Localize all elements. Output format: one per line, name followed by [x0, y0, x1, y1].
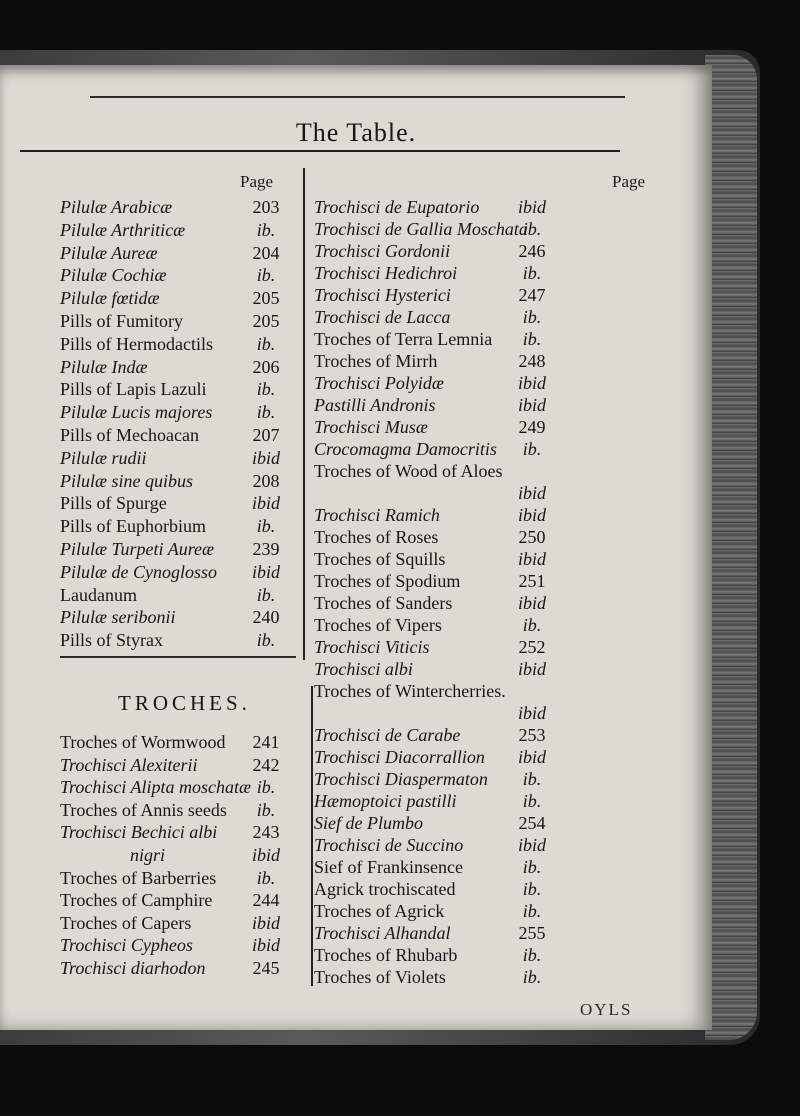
index-entry	[314, 460, 562, 482]
entry-label: Troches of Violets	[314, 967, 446, 987]
left-page-heading: Page	[240, 172, 274, 191]
entry-label: Sief of Frankinsence	[314, 857, 463, 877]
index-entry	[314, 790, 562, 812]
entry-page: ib.	[522, 879, 542, 899]
entry-label: Trochisci de Gallia Moschata	[314, 219, 528, 239]
entry-label: Troches of Barberries	[60, 867, 217, 888]
entry-label: Troches of Capers	[60, 912, 192, 933]
index-entry	[314, 702, 562, 724]
entry-label: Pilulæ Lucis majores	[60, 402, 213, 423]
entry-page: 255	[518, 923, 546, 943]
index-entry	[60, 912, 294, 934]
entry-page: ib.	[522, 945, 542, 965]
entry-page: ib.	[256, 516, 276, 537]
entry-page: ibid	[517, 395, 546, 415]
entry-label: Trochisci Ramich	[314, 505, 440, 525]
index-entry	[314, 350, 562, 372]
entry-label: Pilulæ Cochiæ	[60, 265, 167, 286]
entry-label: Pastilli Andronis	[314, 395, 436, 415]
entry-label: Trochisci Diaspermaton	[314, 769, 488, 789]
entry-page: ib.	[522, 791, 542, 811]
index-entry	[60, 424, 294, 446]
entry-page: 205	[252, 288, 280, 309]
entry-page: ibid	[251, 912, 280, 933]
entry-label: Troches of Wood of Aloes	[314, 461, 503, 481]
index-entry	[60, 606, 294, 628]
index-entry	[314, 306, 562, 328]
entry-page: ibid	[251, 447, 280, 468]
index-entry	[60, 378, 294, 400]
index-entry	[314, 614, 562, 636]
entry-page: 244	[252, 890, 280, 911]
index-entry	[60, 934, 294, 956]
index-entry	[314, 746, 562, 768]
entry-page: ib.	[256, 265, 276, 286]
entry-page: 208	[252, 470, 280, 491]
entry-label: Pilulæ rudii	[60, 447, 147, 468]
index-entry	[60, 310, 294, 332]
index-entry	[314, 328, 562, 350]
entry-label: Pilulæ Arabicæ	[60, 197, 173, 217]
index-entry	[60, 470, 294, 492]
entry-label: Troches of Camphire	[60, 890, 213, 911]
index-entry	[60, 821, 294, 843]
index-entry	[314, 548, 562, 570]
entry-label: Trochisci Alhandal	[314, 923, 451, 943]
index-entry	[60, 844, 294, 866]
entry-page: ibid	[251, 935, 280, 956]
entry-page: 245	[252, 958, 280, 978]
entry-label: Trochisci de Eupatorio	[314, 197, 480, 217]
entry-page: ib.	[522, 967, 542, 987]
index-entry	[60, 356, 294, 378]
entry-page: ibid	[517, 593, 546, 613]
entry-page: 205	[252, 311, 280, 331]
index-entry	[314, 416, 562, 438]
index-entry	[314, 196, 562, 218]
entry-label: Pilulæ Turpeti Aureæ	[60, 539, 215, 559]
index-entry	[314, 570, 562, 592]
index-entry	[60, 799, 294, 821]
entry-page: ib.	[522, 439, 542, 459]
entry-page: ib.	[256, 379, 276, 400]
top-ornament-rule	[90, 96, 625, 98]
entry-label: Troches of Wintercherries.	[314, 681, 506, 701]
entry-page: 247	[518, 285, 546, 305]
troches-heading: TROCHES.	[118, 691, 251, 715]
index-entry	[60, 401, 294, 423]
entry-page: ib.	[256, 584, 276, 605]
entry-page: ibid	[517, 373, 546, 393]
index-entry	[314, 768, 562, 790]
entry-label: Trochisci Polyidæ	[314, 373, 444, 393]
entry-label: Pilulæ Aureæ	[60, 242, 158, 263]
entry-label: Pilulæ Arthriticæ	[60, 219, 186, 240]
entry-label: Trochisci de Succino	[314, 835, 464, 855]
index-entry	[314, 218, 562, 240]
entry-page: ib.	[522, 901, 542, 921]
index-entry	[60, 867, 294, 889]
entry-label: Trochisci diarhodon	[60, 958, 206, 978]
entry-page: ibid	[517, 549, 546, 569]
entry-label: nigri	[130, 845, 166, 865]
index-entry	[314, 526, 562, 548]
index-entry	[314, 372, 562, 394]
entry-page: ibid	[251, 845, 280, 865]
index-entry	[314, 856, 562, 878]
index-entry	[314, 966, 562, 988]
entry-label: Pilulæ Indæ	[60, 356, 148, 377]
entry-label: Laudanum	[60, 584, 137, 605]
index-entry	[60, 333, 294, 355]
entry-page: 243	[252, 822, 280, 843]
index-entry	[314, 834, 562, 856]
index-entry	[60, 584, 294, 606]
entry-page: ib.	[256, 867, 276, 888]
entry-label: Trochisci Cypheos	[60, 935, 193, 956]
entry-label: Trochisci albi	[314, 659, 413, 679]
index-entry	[314, 394, 562, 416]
index-entry	[60, 515, 294, 537]
entry-label: Pills of Fumitory	[60, 311, 184, 331]
entry-page: ibid	[517, 747, 546, 767]
entry-label: Trochisci Gordonii	[314, 241, 451, 261]
index-entry	[60, 731, 294, 753]
entry-label: Pills of Hermodactils	[60, 333, 213, 354]
entry-page: ibid	[517, 659, 546, 679]
entry-page: ib.	[522, 219, 542, 239]
header-rule	[20, 150, 620, 152]
entry-page: ibid	[251, 493, 280, 514]
entry-label: Trochisci Hedichroi	[314, 263, 458, 283]
entry-page: 254	[518, 813, 546, 833]
catchword: OYLS	[580, 1000, 633, 1019]
index-entry	[314, 680, 562, 702]
index-entry	[60, 776, 294, 798]
entry-page: 239	[252, 539, 280, 559]
entry-label: Trochisci Viticis	[314, 637, 430, 657]
index-entry	[314, 636, 562, 658]
index-entry	[314, 438, 562, 460]
entry-page: ibid	[251, 561, 280, 582]
index-entry	[60, 242, 294, 264]
entry-label: Troches of Spodium	[314, 571, 461, 591]
entry-label: Troches of Agrick	[314, 901, 445, 921]
column-divider	[303, 168, 305, 660]
entry-page: ib.	[256, 402, 276, 423]
entry-label: Troches of Wormwood	[60, 732, 226, 752]
section-divider	[60, 656, 296, 658]
entry-page: 248	[518, 351, 546, 371]
index-entry	[314, 900, 562, 922]
entry-label: Pilulæ de Cynoglosso	[60, 561, 217, 582]
entry-page: ibid	[517, 505, 546, 525]
index-entry	[60, 264, 294, 286]
entry-label: Sief de Plumbo	[314, 813, 423, 833]
index-entry	[60, 287, 294, 309]
entry-label: Troches of Annis seeds	[60, 799, 227, 820]
index-entry	[60, 447, 294, 469]
entry-page: ib.	[522, 615, 542, 635]
entry-label: Hæmoptoici pastilli	[314, 791, 457, 811]
index-entry	[314, 724, 562, 746]
entry-label: Trochisci Alexiterii	[60, 754, 198, 775]
entry-label: Troches of Mirrh	[314, 351, 438, 371]
entry-label: Trochisci Bechici albi	[60, 822, 218, 843]
entry-label: Pills of Euphorbium	[60, 516, 207, 537]
entry-label: Pilulæ seribonii	[60, 607, 176, 628]
entry-page: 207	[252, 425, 280, 445]
entry-page: ib.	[256, 777, 276, 798]
index-entry	[314, 592, 562, 614]
entry-label: Pills of Spurge	[60, 493, 167, 514]
index-entry	[60, 889, 294, 911]
entry-label: Pilulæ sine quibus	[60, 470, 194, 491]
index-entry	[314, 284, 562, 306]
index-entry	[314, 482, 562, 504]
entry-label: Troches of Terra Lemnia	[314, 329, 493, 349]
index-entry	[314, 504, 562, 526]
entry-page: 246	[518, 241, 546, 261]
index-entry	[60, 219, 294, 241]
entry-page: 242	[252, 754, 280, 775]
entry-page: 249	[518, 417, 546, 437]
entry-label: Trochisci Musæ	[314, 417, 428, 437]
entry-label: Troches of Squills	[314, 549, 446, 569]
index-entry	[60, 196, 294, 218]
page-edges	[705, 55, 757, 1040]
right-page-heading: Page	[612, 172, 646, 191]
entry-label: Troches of Rhubarb	[314, 945, 458, 965]
index-entry	[60, 957, 294, 979]
index-entry	[314, 240, 562, 262]
entry-page: ibid	[517, 483, 546, 503]
index-entry	[314, 812, 562, 834]
index-entry	[314, 658, 562, 680]
entry-page: ib.	[256, 799, 276, 820]
entry-page: ib.	[256, 630, 276, 651]
entry-label: Pills of Lapis Lazuli	[60, 379, 207, 400]
entry-page: ibid	[517, 703, 546, 723]
entry-label: Agrick trochiscated	[314, 879, 456, 899]
entry-label: Crocomagma Damocritis	[314, 439, 497, 459]
entry-label: Trochisci Diacorrallion	[314, 747, 485, 767]
index-entry	[314, 262, 562, 284]
entry-label: Trochisci Hysterici	[314, 285, 451, 305]
entry-label: Pilulæ fœtidæ	[60, 288, 160, 309]
index-entry	[314, 878, 562, 900]
entry-page: 250	[518, 527, 546, 547]
page-title: The Table.	[295, 118, 417, 147]
index-entry	[314, 922, 562, 944]
entry-label: Trochisci de Lacca	[314, 307, 451, 327]
entry-label: Pills of Styrax	[60, 630, 164, 651]
index-entry	[60, 538, 294, 560]
entry-page: ib.	[256, 333, 276, 354]
entry-page: ibid	[517, 197, 546, 217]
index-entry	[314, 944, 562, 966]
entry-page: 240	[252, 607, 280, 628]
entry-label: Trochisci Alipta moschatæ	[60, 777, 252, 798]
entry-page: 253	[518, 725, 546, 745]
entry-label: Pills of Mechoacan	[60, 425, 199, 445]
entry-page: ib.	[256, 219, 276, 240]
index-entry	[60, 629, 294, 651]
index-entry	[60, 561, 294, 583]
entry-page: ib.	[522, 769, 542, 789]
entry-page: ib.	[522, 857, 542, 877]
entry-page: 204	[252, 242, 280, 263]
entry-page: ib.	[522, 263, 542, 283]
entry-page: ib.	[522, 307, 542, 327]
entry-label: Trochisci de Carabe	[314, 725, 461, 745]
index-entry	[60, 492, 294, 514]
entry-label: Troches of Sanders	[314, 593, 453, 613]
index-entry	[60, 754, 294, 776]
entry-page: ibid	[517, 835, 546, 855]
entry-page: 206	[252, 356, 280, 377]
entry-page: 241	[252, 732, 280, 752]
entry-label: Troches of Roses	[314, 527, 439, 547]
entry-page: 252	[518, 637, 546, 657]
entry-page: 203	[252, 197, 280, 217]
entry-page: ib.	[522, 329, 542, 349]
column-divider-lower	[311, 686, 313, 986]
entry-label: Troches of Vipers	[314, 615, 442, 635]
entry-page: 251	[518, 571, 546, 591]
